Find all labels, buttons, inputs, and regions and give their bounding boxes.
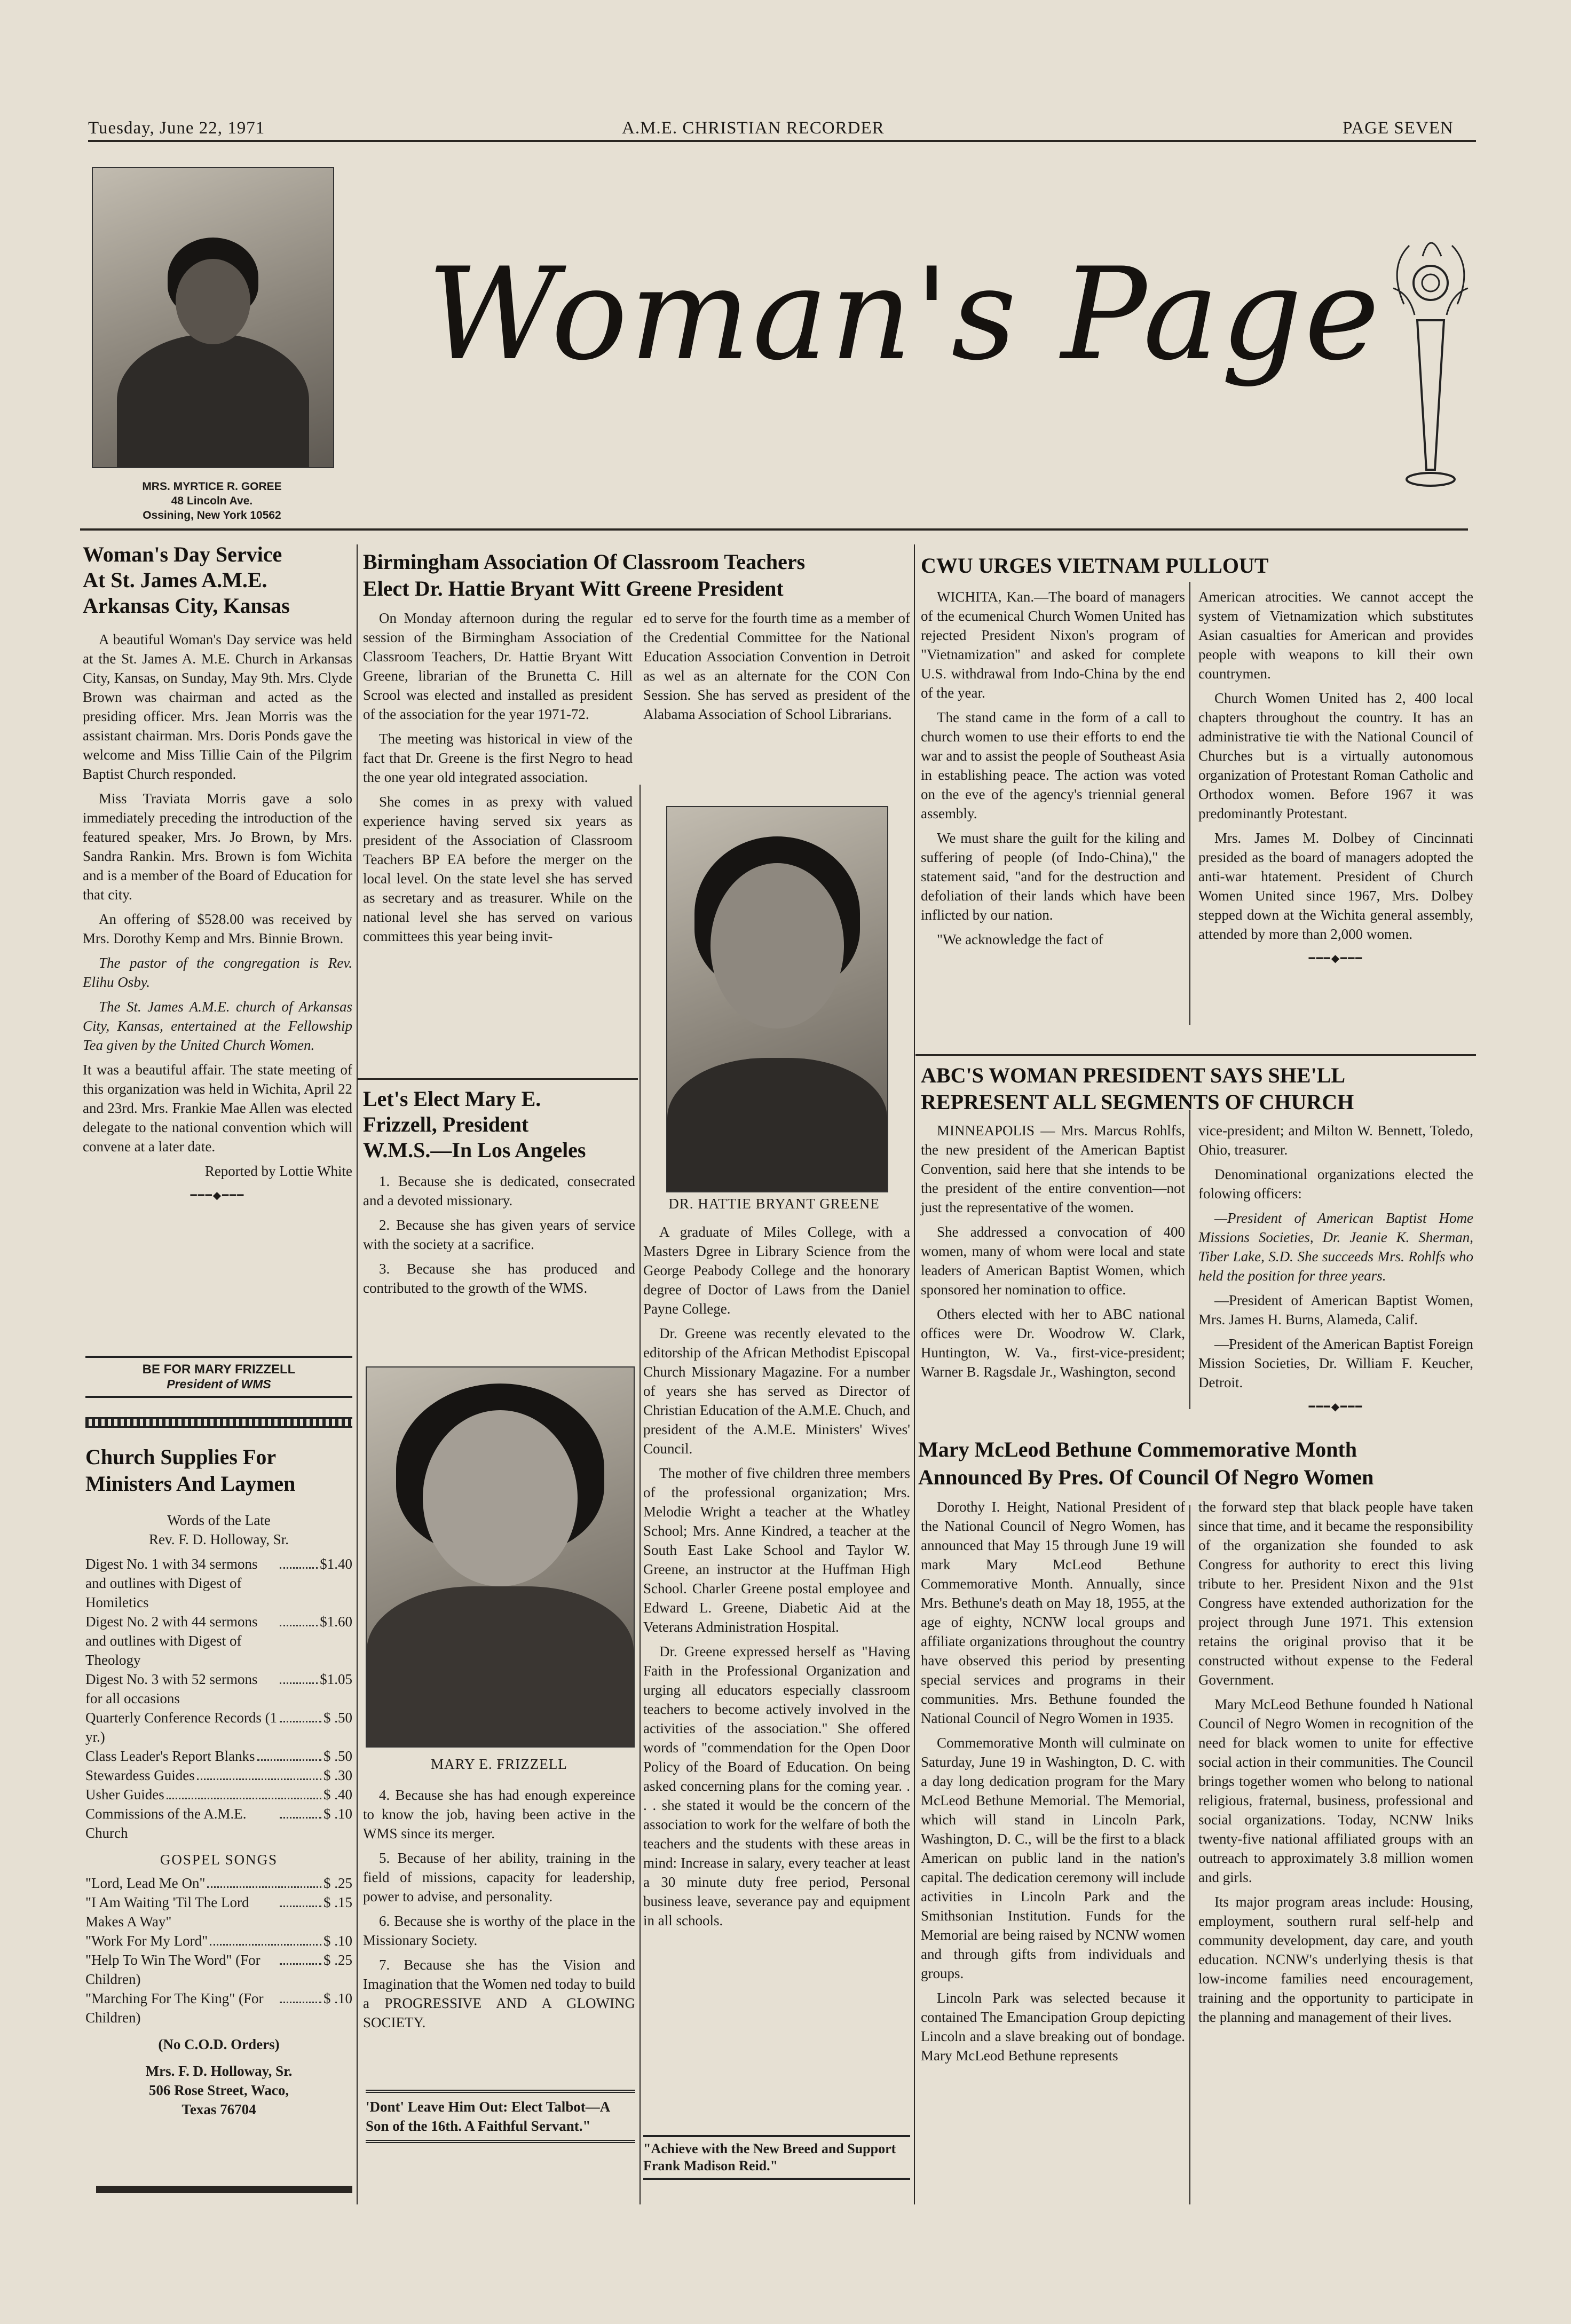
- cwu-col1: [921, 587, 1185, 954]
- top-rule: [88, 140, 1476, 142]
- bethune-col2: [1198, 1497, 1473, 2032]
- paragraph: A graduate of Miles College, with a Masters Dgree in Library Science from the George Peabody College and the honorary degree of Doctor of Laws from the Daniel Payne College.: [643, 1224, 910, 1317]
- item-price: $ .40: [323, 1787, 352, 1803]
- item-name: Commissions of the A.M.E. Church: [85, 1806, 247, 1841]
- editor-photo: [92, 167, 334, 468]
- paragraph: ed to serve for the fourth time as a member of the Credential Committee for the National Education Association Convention in Detroit as wel as an alternate for the CON Con Session. She has served as president of the Alabama Association of School Librarians.: [643, 610, 910, 722]
- divider-ornament: ━━━◆━━━: [1308, 1401, 1363, 1413]
- reason: 7. Because she has the Vision and Imagination that the Women ned today to build a PROGRESSIVE AND A GLOWING SOCIETY.: [363, 1957, 635, 2030]
- byline: Reported by Lottie White: [204, 1163, 352, 1179]
- paragraph: On Monday afternoon during the regular session of the Birmingham Association of Classroom Teachers, Dr. Hattie Bryant Witt Greene, librarian of the Brunetta C. Hill Scrool was elected and installed as president of the association for the year 1971-72.: [363, 610, 633, 722]
- paragraph: Denominational organizations elected the folowing officers:: [1198, 1166, 1473, 1201]
- supplies-address-street: 506 Rose Street, Waco,: [148, 2082, 289, 2098]
- title-rule: [80, 528, 1468, 531]
- reason: 5. Because of her ability, training in the field of missions, capacity for leadership, power to advise, and personality.: [363, 1850, 635, 1904]
- reason: 6. Because she is worthy of the place in the Missionary Society.: [363, 1913, 635, 1948]
- greene-photo: [666, 806, 888, 1192]
- bethune-headline: Mary McLeod Bethune Commemorative Month Announced By Pres. Of Council Of Negro Women: [918, 1437, 1374, 1489]
- item-name: "I Am Waiting 'Til The Lord Makes A Way": [85, 1894, 249, 1930]
- item-name: "Lord, Lead Me On": [85, 1875, 206, 1891]
- paper-name: A.M.E. CHRISTIAN RECORDER: [622, 118, 885, 138]
- leader-dots: [280, 2002, 321, 2003]
- item-price: $ .25: [323, 1875, 352, 1891]
- frizzell-headline: Let's Elect Mary E. Frizzell, President W.M.S.—In Los Angeles: [363, 1087, 586, 1162]
- paragraph: vice-president; and Milton W. Bennett, Toledo, Ohio, treasurer.: [1198, 1123, 1473, 1158]
- editor-caption: [92, 479, 332, 523]
- item-price: $ .10: [323, 1990, 352, 2006]
- column-divider: [1189, 1110, 1190, 1409]
- paragraph: Others elected with her to ABC national offices were Dr. Woodrow W. Clark, Huntington, W. Va., first-vice-president; Warner B. Ragsdale Jr., Washington, second: [921, 1306, 1185, 1380]
- paragraph: —President of the American Baptist Foreign Mission Societies, Dr. William F. Keucher, Detroit.: [1198, 1336, 1473, 1390]
- price-list-item: [85, 1554, 352, 1612]
- item-price: $1.40: [320, 1556, 352, 1572]
- item-price: $ .10: [323, 1806, 352, 1822]
- paragraph: Dr. Greene was recently elevated to the editorship of the African Methodist Episcopal Church Missionary Magazine. For a number of years she has served as Director of Christian Education of the A.M.E. Chuch, and president of the A.M.E. Ministers' Wives' Council.: [643, 1325, 910, 1457]
- item-name: "Marching For The King" (For Children): [85, 1990, 264, 2026]
- item-price: $1.60: [320, 1614, 352, 1630]
- supplies-address-name: Mrs. F. D. Holloway, Sr.: [145, 2063, 293, 2079]
- reason: 1. Because she is dedicated, consecrated and a devoted missionary.: [363, 1173, 635, 1208]
- page-number: PAGE SEVEN: [1343, 118, 1454, 138]
- item-price: $ .15: [323, 1894, 352, 1910]
- editor-name: MRS. MYRTICE R. GOREE: [142, 480, 282, 493]
- bottom-bar: [96, 2186, 352, 2193]
- price-list-item: [85, 1670, 352, 1708]
- abc-headline: ABC'S WOMAN PRESIDENT SAYS SHE'LL REPRESENT ALL SEGMENTS OF CHURCH: [921, 1063, 1354, 1114]
- paragraph: The mother of five children three members of the professional organization; Mrs. Melodie Wright a teacher at the Whatley School; Mrs. Anne Kindred, a teacher at the South East Lake School and Taylor W. Greene, an instructor at the Huffman High School. Charler Greene postal employee and Edward L. Greene, Diabetic Aid at the Veterans Administration Hospital.: [643, 1465, 910, 1635]
- abc-col1: [921, 1121, 1185, 1387]
- talbot-ad: 'Dont' Leave Him Out: Elect Talbot—A Son of the 16th. A Faithful Servant.": [366, 2090, 635, 2143]
- item-price: $ .10: [323, 1933, 352, 1949]
- no-cod-note: (No C.O.D. Orders): [158, 2036, 280, 2052]
- womans-day-body: [83, 630, 352, 1208]
- paragraph: Miss Traviata Morris gave a solo immediately preceding the introduction of the featured speaker, Mrs. Jo Brown, by Mrs. Sandra Rankin. Mrs. Brown is fom Wichita and is a member of the Board of Education for that city.: [83, 791, 352, 903]
- reason: 3. Because she has produced and contributed to the growth of the WMS.: [363, 1261, 635, 1296]
- reason: 4. Because she has had enough expereince to know the job, having been active in the WMS since its merger.: [363, 1787, 635, 1841]
- paragraph: the forward step that black people have taken since that time, and it became the responsibility of the organization she founded to ask Congress for authority to erect this living tribute to her. President Nixon and the 91st Congress have extended authorization for the project through June 1971. This extension retains the original proviso that it be constructed without expense to the Federal Government.: [1198, 1499, 1473, 1688]
- birmingham-col1: [363, 608, 633, 951]
- divider-ornament: ━━━◆━━━: [190, 1190, 245, 1201]
- divider-ornament: ━━━◆━━━: [1308, 953, 1363, 965]
- price-list-item: [85, 1893, 352, 1931]
- paragraph: Lincoln Park was selected because it contained The Emancipation Group depicting Lincoln and a slave breaking out of bondage. Mary McLeod Bethune represents: [921, 1990, 1185, 2064]
- section-title: Woman's Page: [427, 241, 1382, 389]
- section-rule: [358, 1078, 638, 1080]
- leader-dots: [197, 1778, 321, 1780]
- editor-city: Ossining, New York 10562: [143, 509, 281, 521]
- leader-dots: [167, 1798, 321, 1799]
- item-price: $ .25: [323, 1952, 352, 1968]
- price-list-item: [85, 1931, 352, 1950]
- birmingham-headline: Birmingham Association Of Classroom Teachers Elect Dr. Hattie Bryant Witt Greene President: [363, 550, 806, 600]
- paragraph: WICHITA, Kan.—The board of managers of the ecumenical Church Women United has rejected President Nixon's program of "Vietnamization" and asked for complete U.S. withdrawal from Indo-China by the end of the year.: [921, 589, 1185, 701]
- column-divider: [1189, 582, 1190, 1025]
- frizzell-caption: MARY E. FRIZZELL: [431, 1756, 567, 1772]
- price-list-item: [85, 1874, 352, 1893]
- item-name: "Work For My Lord": [85, 1933, 208, 1949]
- gospel-songs-heading: GOSPEL SONGS: [160, 1852, 278, 1868]
- paragraph: Mary McLeod Bethune founded h National Council of Negro Women in recognition of the need for black women to unite for effective social action in their communities. The Council brings together women who belong to national religious, fraternal, business, professional and social organizations. Today, NCNW lniks twenty-five national affiliated groups with an outreach to approximately 3.8 million women and girls.: [1198, 1696, 1473, 1885]
- paragraph: The pastor of the congregation is Rev. Elihu Osby.: [83, 955, 352, 990]
- column-divider: [357, 544, 358, 2204]
- price-list-item: [85, 1766, 352, 1785]
- leader-dots: [207, 1886, 321, 1888]
- issue-date: Tuesday, June 22, 1971: [88, 118, 265, 138]
- leader-dots: [280, 1817, 321, 1819]
- reid-ad: "Achieve with the New Breed and Support Frank Madison Reid.": [643, 2135, 910, 2180]
- price-list-item: [85, 1785, 352, 1804]
- italic-note: The St. James A.M.E. church of Arkansas City, Kansas, entertained at the Fellowship Tea given by the United Church Women.: [83, 999, 352, 1053]
- supplies-subtitle: Words of the Late: [167, 1512, 271, 1528]
- paragraph: She comes in as prexy with valued experience having served six years as president of the Association of Classroom Teachers BP EA before the merger on the local level. On the state level she has served as secretary and as treasurer. While on the national level she has served on various committees this year being invit-: [363, 794, 633, 944]
- cwu-headline: CWU URGES VIETNAM PULLOUT: [921, 554, 1269, 578]
- paragraph: It was a beautiful affair. The state meeting of this organization was held in Wichita, April 22 and 23rd. Mrs. Frankie Mae Allen was elected delegate to the national convention which will convene at a later date.: [83, 1062, 352, 1155]
- womans-day-headline: Woman's Day Service At St. James A.M.E. Arkansas City, Kansas: [83, 542, 290, 618]
- paragraph: American atrocities. We cannot accept the system of Vietnamization which substitutes Asian casualties for American and provides people with weapons to kill their own countrymen.: [1198, 589, 1473, 682]
- cwu-col2: [1198, 587, 1473, 971]
- church-supplies-headline: Church Supplies For Ministers And Laymen: [85, 1445, 296, 1496]
- column-divider: [640, 785, 641, 2204]
- church-supplies-list: [85, 1511, 352, 2119]
- leader-dots: [280, 1906, 321, 1907]
- price-list-item: [85, 1612, 352, 1670]
- paragraph: —President of American Baptist Home Missions Societies, Dr. Jeanie K. Sherman, Tiber Lake, S.D. She succeeds Mrs. Rohlfs who held the position for three years.: [1198, 1210, 1473, 1284]
- paragraph: The meeting was historical in view of the fact that Dr. Greene is the first Negro to head the one year old integrated association.: [363, 731, 633, 785]
- paragraph: She addressed a convocation of 400 women, many of whom were local and state leaders of American Baptist Women, which sponsored her nomination to office.: [921, 1224, 1185, 1298]
- paragraph: Mrs. James M. Dolbey of Cincinnati presided as the board of managers adopted the anti-war htatement. President of Church Women United since 1967, Mrs. Dolbey stepped down at the Wichita general assembly, attended by more than 2,000 women.: [1198, 830, 1473, 942]
- greene-caption: DR. HATTIE BRYANT GREENE: [668, 1196, 880, 1212]
- vase-ornament-icon: [1372, 224, 1489, 502]
- paragraph: Church Women United has 2, 400 local chapters throughout the country. It has an administrative tie with the National Council of Churches but is a virtually autonomous organization of Protestant Roman Catholic and Orthodox women. Before 1967 it was predominantly Protestant.: [1198, 690, 1473, 821]
- birmingham-col2-bottom: [643, 1222, 910, 1935]
- item-name: Usher Guides: [85, 1787, 164, 1803]
- item-name: Digest No. 1 with 34 sermons and outlines with Digest of Homiletics: [85, 1556, 258, 1610]
- paragraph: Commemorative Month will culminate on Saturday, June 19 in Washington, D. C. with a day long dedication program for the Mary McLeod Bethune Memorial. The Memorial, which will stand in Lincoln Park, Washington, D. C., will be the first to a black American on public land in the nation's capital. The dedication ceremony will include activities in Lincoln Park and the Smithsonian Institution. Funds for the Memorial are being raised by NCNW women and through gifts from individuals and groups.: [921, 1735, 1185, 1981]
- price-list-item: [85, 1708, 352, 1746]
- leader-dots: [280, 1721, 321, 1722]
- item-name: "Help To Win The Word" (For Children): [85, 1952, 260, 1987]
- column-divider: [1189, 1505, 1190, 2204]
- section-rule: [915, 1054, 1476, 1056]
- paragraph: A beautiful Woman's Day service was held at the St. James A. M.E. Church in Arkansas City, Kansas, on Sunday, May 9th. Mrs. Clyde Brown was chairman and acted as the presiding officer. Mrs. Jean Morris was the assistant chairman. Mrs. Doris Ponds gave the welcome and Miss Tillie Cain of the Pilgrim Baptist Church responded.: [83, 631, 352, 782]
- paragraph: —President of American Baptist Women, Mrs. James H. Burns, Alameda, Calif.: [1198, 1292, 1473, 1327]
- item-name: Class Leader's Report Blanks: [85, 1748, 255, 1764]
- frizzell-photo: [366, 1366, 635, 1748]
- column-divider: [914, 544, 915, 2204]
- be-for-box: BE FOR MARY FRIZZELL President of WMS: [85, 1356, 352, 1398]
- item-name: Digest No. 2 with 44 sermons and outlines with Digest of Theology: [85, 1614, 258, 1668]
- paragraph: Dorothy I. Height, National President of the National Council of Negro Women, has announced that May 15 through June 19 will mark Mary McLeod Bethune Commemorative Month. Annually, since Mrs. Bethune's death on May 18, 1955, at the age of eighty, NCNW local groups and affiliate organizations throughout the country have observed this period by presenting special services and programs in their communities. Mrs. Bethune founded the National Council of Negro Women in 1935.: [921, 1499, 1185, 1726]
- item-price: $ .50: [323, 1748, 352, 1764]
- item-name: Digest No. 3 with 52 sermons for all occasions: [85, 1671, 258, 1706]
- price-list-item: [85, 1989, 352, 2027]
- bethune-col1: [921, 1497, 1185, 2070]
- item-price: $ .50: [323, 1710, 352, 1726]
- item-price: $ .30: [323, 1767, 352, 1783]
- item-price: $1.05: [320, 1671, 352, 1687]
- paragraph: Its major program areas include: Housing, employment, southern rural self-help and community development, day care, and youth education. NCNW's underlying thesis is that low-income families need encouragement, training and the opportunity to participate in the planning and management of their lives.: [1198, 1894, 1473, 2025]
- paragraph: MINNEAPOLIS — Mrs. Marcus Rohlfs, the new president of the American Baptist Convention, said here that she intends to be the president of the entire convention—not just the representative of the women.: [921, 1123, 1185, 1215]
- leader-dots: [280, 1567, 318, 1569]
- leader-dots: [210, 1944, 321, 1946]
- paragraph: We must share the guilt for the kiling and suffering of people (of Indo-China)," the statement said, "and for the destruction and defoliation of their lands which have been inflicted by our nation.: [921, 830, 1185, 923]
- editor-address: 48 Lincoln Ave.: [171, 495, 253, 507]
- leader-dots: [257, 1759, 321, 1761]
- price-list-item: [85, 1804, 352, 1843]
- supplies-author: Rev. F. D. Holloway, Sr.: [148, 1531, 289, 1547]
- birmingham-col2-top: [643, 608, 910, 729]
- paragraph: "We acknowledge the fact of: [937, 931, 1103, 947]
- frizzell-reasons-bottom: [363, 1785, 635, 2037]
- price-list-item: [85, 1746, 352, 1766]
- price-list-item: [85, 1950, 352, 1989]
- ornament-bar: [85, 1417, 352, 1428]
- item-name: Stewardess Guides: [85, 1767, 195, 1783]
- paragraph: An offering of $528.00 was received by Mrs. Dorothy Kemp and Mrs. Binnie Brown.: [83, 911, 352, 946]
- paragraph: Dr. Greene expressed herself as "Having Faith in the Professional Organization and urging all educators especially classroom teachers to become actively involved in the activities of the association." She offered words of "commendation for the Open Door Policy of the Board of Education. On being asked concerning plans for the coming year. . . . she stated it would be the concern of the association to work for the welfare of both the teachers and the students with these areas in mind: Increase in salary, every teacher at least a 30 minute duty free period, Personal business leave, severance pay and equipment in all schools.: [643, 1643, 910, 1928]
- leader-dots: [280, 1682, 318, 1684]
- frizzell-reasons-top: [363, 1172, 635, 1303]
- reason: 2. Because she has given years of service with the society at a sacrifice.: [363, 1217, 635, 1252]
- leader-dots: [280, 1625, 318, 1626]
- abc-col2: [1198, 1121, 1473, 1420]
- supplies-address-city: Texas 76704: [181, 2101, 256, 2117]
- leader-dots: [280, 1963, 321, 1965]
- item-name: Quarterly Conference Records (1 yr.): [85, 1710, 278, 1745]
- paragraph: The stand came in the form of a call to church women to use their efforts to end the war and to assist the people of Southeast Asia in establishing peace. The action was voted on the eve of the agency's triennial general assembly.: [921, 709, 1185, 821]
